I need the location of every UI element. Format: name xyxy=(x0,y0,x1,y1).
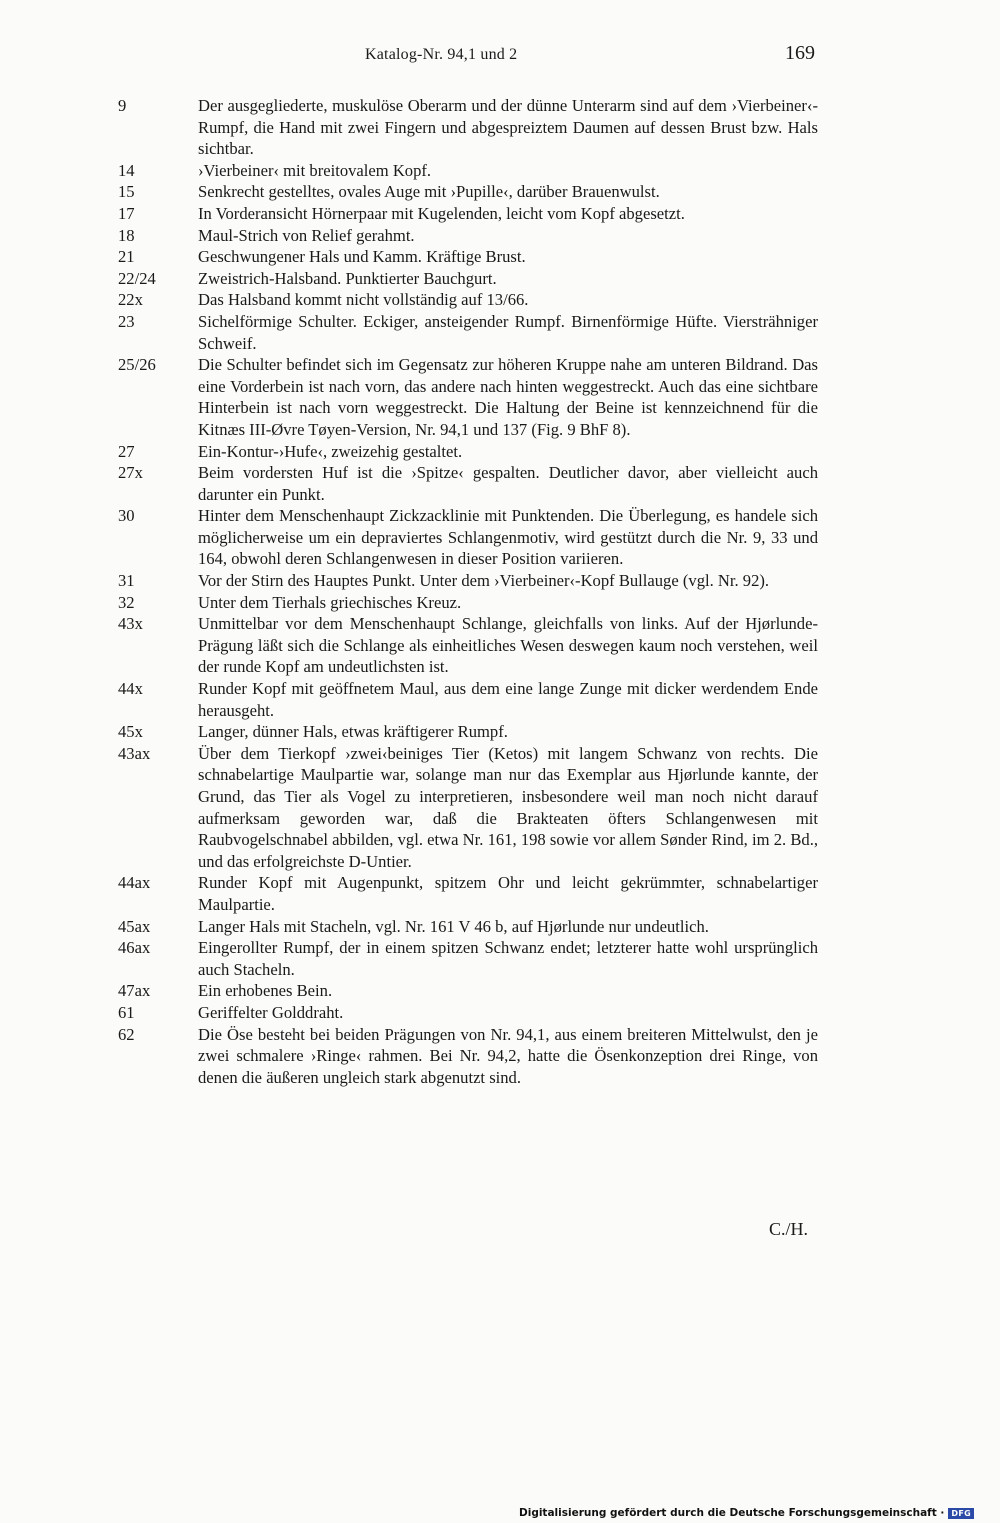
catalog-entry xyxy=(118,462,818,505)
entry-number: 22x xyxy=(118,290,143,310)
entry-text: In Vorderansicht Hörnerpaar mit Kugelenden, leicht vom Kopf abgesetzt. xyxy=(198,203,685,223)
catalog-entry xyxy=(118,721,818,743)
entry-number: 17 xyxy=(118,203,135,223)
running-head: Katalog-Nr. 94,1 und 2 xyxy=(365,46,518,63)
entry-number: 22/24 xyxy=(118,268,156,288)
entry-text: Runder Kopf mit geöffnetem Maul, aus dem eine lange Zunge mit dicker werdendem Ende herausgeht. xyxy=(198,679,818,720)
entry-text: Vor der Stirn des Hauptes Punkt. Unter dem ›Vierbeiner‹-Kopf Bullauge (vgl. Nr. 92). xyxy=(198,571,770,591)
entry-number: 25/26 xyxy=(118,355,156,375)
author-signature: C./H. xyxy=(769,1219,809,1239)
catalog-entry xyxy=(118,289,818,311)
page-number: 169 xyxy=(785,42,815,64)
catalog-entry xyxy=(118,743,818,873)
entry-number: 46ax xyxy=(118,938,151,958)
catalog-entry xyxy=(118,181,818,203)
entry-number: 44x xyxy=(118,679,143,699)
entry-text: Runder Kopf mit Augenpunkt, spitzem Ohr und leicht gekrümmter, schnabelartiger Maulpartie. xyxy=(198,873,818,914)
entry-text: Der ausgegliederte, muskulöse Oberarm und der dünne Unterarm sind auf dem ›Vierbeiner‹-Rumpf, die Hand mit zwei Fingern und abgespreiztem Daumen auf dessen Brust bzw. Hals sichtbar. xyxy=(198,96,818,159)
catalog-entry xyxy=(118,203,818,225)
catalog-entry xyxy=(118,592,818,614)
entry-text: Über dem Tierkopf ›zwei‹beiniges Tier (Ketos) mit langem Schwanz von rechts. Die schnabelartige Maulpartie war, solange man nur das Exemplar aus Hjørlunde kannte, der Grund, das Tier als Vogel zu interpretieren, insbesondere weil man noch nicht darauf aufmerksam geworden war, daß die Brakteaten öfters Schlangenwesen mit Raubvogelschnabel abbilden, vgl. etwa Nr. 161, 198 sowie vor allem Sønder Rind, im 2. Bd., und das erfolgreichste D-Untier. xyxy=(198,743,818,871)
entry-number: 23 xyxy=(118,311,135,331)
entry-number: 32 xyxy=(118,592,135,612)
entry-number: 62 xyxy=(118,1024,135,1044)
entry-text: Ein-Kontur-›Hufe‹, zweizehig gestaltet. xyxy=(198,441,463,461)
entry-number: 45x xyxy=(118,722,143,742)
catalog-entry xyxy=(118,505,818,570)
catalog-entry xyxy=(118,980,818,1002)
entry-number: 44ax xyxy=(118,873,151,893)
entry-text: Zweistrich-Halsband. Punktierter Bauchgurt. xyxy=(198,268,497,288)
entry-number: 27x xyxy=(118,463,143,483)
catalog-entry xyxy=(118,268,818,290)
entry-text: Senkrecht gestelltes, ovales Auge mit ›Pupille‹, darüber Brauenwulst. xyxy=(198,182,660,202)
entry-text: Unter dem Tierhals griechisches Kreuz. xyxy=(198,592,462,612)
page-header xyxy=(0,40,1000,70)
entry-number: 31 xyxy=(118,571,135,591)
catalog-entry xyxy=(118,916,818,938)
entry-number: 61 xyxy=(118,1002,135,1022)
entry-text: Eingerollter Rumpf, der in einem spitzen Schwanz endet; letzterer hatte wohl ursprünglich auch Stacheln. xyxy=(198,938,818,979)
entry-text: Beim vordersten Huf ist die ›Spitze‹ gespalten. Deutlicher davor, aber vielleicht auch darunter ein Punkt. xyxy=(198,463,818,504)
catalog-entry xyxy=(118,311,818,354)
catalog-entry xyxy=(118,678,818,721)
entry-number: 21 xyxy=(118,247,135,267)
entry-text: Sichelförmige Schulter. Eckiger, ansteigender Rumpf. Birnenförmige Hüfte. Viersträhniger Schweif. xyxy=(198,311,818,353)
catalog-entry xyxy=(118,1024,818,1089)
catalog-entry xyxy=(118,95,818,160)
entry-text: Unmittelbar vor dem Menschenhaupt Schlange, gleichfalls von links. Auf der Hjørlunde-Prägung läßt sich die Schlange als einheitliches Wesen deswegen kaum noch verstehen, weil der runde Kopf am undeutlichsten ist. xyxy=(198,614,818,677)
catalog-entry xyxy=(118,613,818,678)
catalog-entry xyxy=(118,441,818,463)
entry-text: Geschwungener Hals und Kamm. Kräftige Brust. xyxy=(198,247,526,267)
entry-number: 15 xyxy=(118,182,135,202)
entry-number: 27 xyxy=(118,441,135,461)
entry-text: Geriffelter Golddraht. xyxy=(198,1002,344,1022)
entry-text: Hinter dem Menschenhaupt Zickzacklinie mit Punktenden. Die Überlegung, es handele sich möglicherweise um ein depraviertes Schlangenmotiv, wird gestützt durch die Nr. 9, 33 und 164, obwohl deren Schlangenwesen in dieser Position variieren. xyxy=(198,506,818,569)
entry-number: 45ax xyxy=(118,916,151,936)
entry-number: 14 xyxy=(118,160,135,180)
catalog-entries xyxy=(118,95,818,1088)
entry-text: Langer, dünner Hals, etwas kräftigerer Rumpf. xyxy=(198,722,508,742)
catalog-entry xyxy=(118,354,818,440)
entry-number: 18 xyxy=(118,225,135,245)
entry-text: Ein erhobenes Bein. xyxy=(198,981,333,1001)
catalog-entry xyxy=(118,872,818,915)
entry-text: Die Schulter befindet sich im Gegensatz zur höheren Kruppe nahe am unteren Bildrand. Das eine Vorderbein ist nach vorn, das andere nach hinten weggestreckt. Auch das eine sichtbare Hinterbein ist nach vorn weggestreckt. Die Haltung der Beine ist kennzeichnend für die Kitnæs III-Øvre Tøyen-Version, Nr. 94,1 und 137 (Fig. 9 BhF 8). xyxy=(198,355,818,439)
entry-text: ›Vierbeiner‹ mit breitovalem Kopf. xyxy=(198,160,432,180)
entry-number: 47ax xyxy=(118,981,151,1001)
entry-number: 9 xyxy=(118,96,127,115)
entry-number: 43x xyxy=(118,614,143,634)
entry-number: 43ax xyxy=(118,743,151,763)
entry-text: Das Halsband kommt nicht vollständig auf 13/66. xyxy=(198,290,529,310)
entry-text: Langer Hals mit Stacheln, vgl. Nr. 161 V 46 b, auf Hjørlunde nur undeutlich. xyxy=(198,916,709,936)
footer-text: Digitalisierung gefördert durch die Deutsche Forschungsgemeinschaft · xyxy=(519,1507,945,1519)
catalog-entry xyxy=(118,246,818,268)
catalog-entry xyxy=(118,225,818,247)
catalog-entry xyxy=(118,1002,818,1024)
footer-note xyxy=(519,1507,974,1519)
entry-number: 30 xyxy=(118,506,135,526)
catalog-entry xyxy=(118,160,818,182)
dfg-logo: DFG xyxy=(948,1508,974,1519)
entry-text: Die Öse besteht bei beiden Prägungen von Nr. 94,1, aus einem breiteren Mittelwulst, den je zwei schmalere ›Ringe‹ rahmen. Bei Nr. 94,2, hatte die Ösenkonzeption drei Ringe, von denen die äußeren ungleich stark abgenutzt sind. xyxy=(198,1024,818,1087)
catalog-entry xyxy=(118,570,818,592)
entry-text: Maul-Strich von Relief gerahmt. xyxy=(198,225,415,245)
catalog-entry xyxy=(118,937,818,980)
